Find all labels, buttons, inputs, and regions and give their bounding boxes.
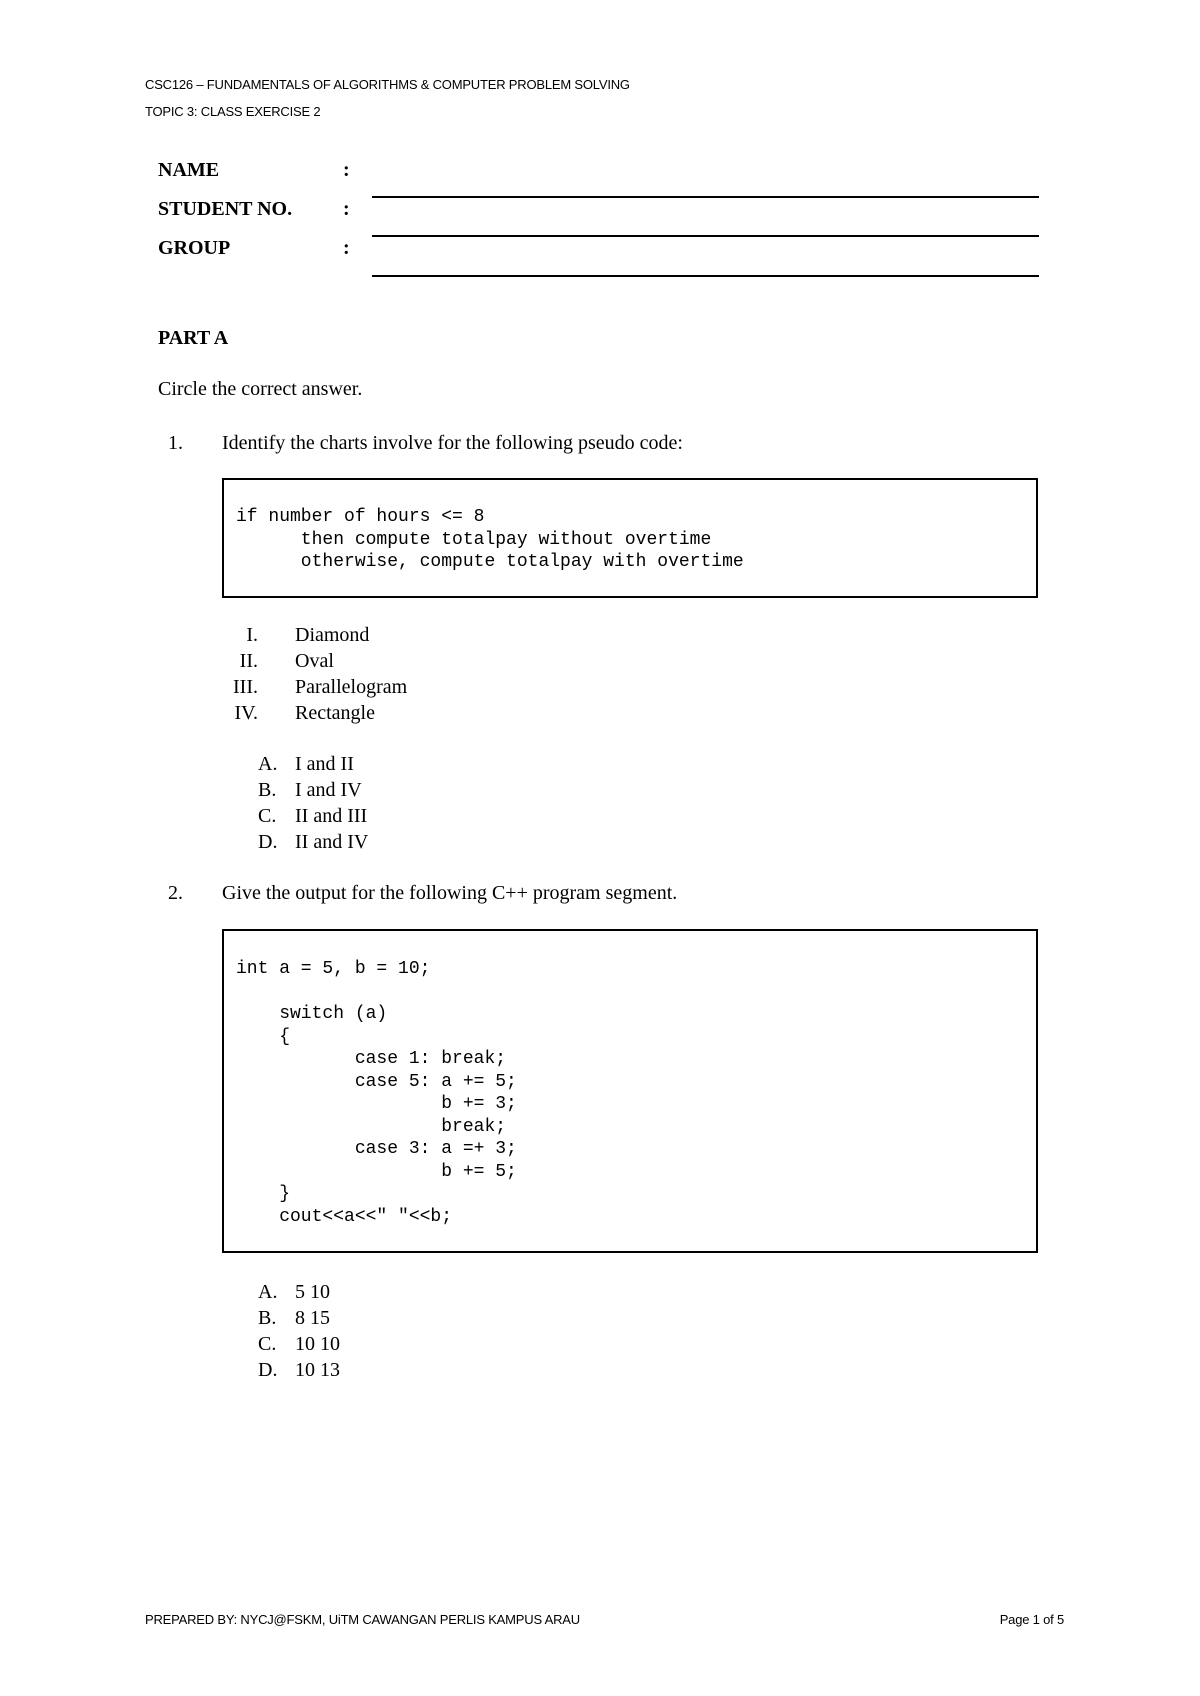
q1-option-b-text[interactable]: I and IV: [295, 779, 362, 801]
q2-option-b-text[interactable]: 8 15: [295, 1307, 330, 1329]
group-colon: :: [343, 237, 350, 259]
footer-prepared-by: PREPARED BY: NYCJ@FSKM, UiTM CAWANGAN PERLIS KAMPUS ARAU: [145, 1612, 580, 1627]
q2-number: 2.: [168, 882, 183, 904]
q2-option-a-text[interactable]: 5 10: [295, 1281, 330, 1303]
q1-option-a-text[interactable]: I and II: [295, 753, 354, 775]
topic-header: TOPIC 3: CLASS EXERCISE 2: [145, 104, 321, 119]
q2-option-c-letter[interactable]: C.: [258, 1333, 277, 1355]
q1-option-b-letter[interactable]: B.: [258, 779, 277, 801]
q1-option-d-text[interactable]: II and IV: [295, 831, 369, 853]
student-no-line[interactable]: [372, 235, 1039, 237]
q2-option-c-text[interactable]: 10 10: [295, 1333, 340, 1355]
student-no-label: STUDENT NO.: [158, 198, 293, 220]
q1-item-num: I.: [246, 624, 258, 646]
q2-code-box: [222, 929, 1038, 1253]
footer-page-number: Page 1 of 5: [999, 1612, 1064, 1627]
part-title: PART A: [158, 327, 229, 349]
q1-item-text: Diamond: [295, 624, 370, 646]
q1-code: if number of hours <= 8 then compute totalpay without overtime otherwise, compute totalpay with overtime: [236, 507, 744, 572]
q1-text: Identify the charts involve for the following pseudo code:: [222, 432, 683, 454]
q1-option-a-letter[interactable]: A.: [258, 753, 278, 775]
student-no-colon: :: [343, 198, 350, 220]
name-line[interactable]: [372, 196, 1039, 198]
q2-option-d-text[interactable]: 10 13: [295, 1359, 340, 1381]
q1-item-text: Rectangle: [295, 702, 375, 724]
q1-code-box: [222, 478, 1038, 598]
q1-item-text: Oval: [295, 650, 334, 672]
q1-item-text: Parallelogram: [295, 676, 408, 698]
q2-option-a-letter[interactable]: A.: [258, 1281, 278, 1303]
name-label: NAME: [158, 159, 220, 181]
q2-code: int a = 5, b = 10; switch (a) { case 1: break; case 5: a += 5; b += 3; break; case 3: a =+ 3; b += 5; } cout<<a<<" "<<b;: [236, 959, 517, 1227]
course-header: CSC126 – FUNDAMENTALS OF ALGORITHMS & COMPUTER PROBLEM SOLVING: [145, 77, 630, 92]
q2-option-d-letter[interactable]: D.: [258, 1359, 278, 1381]
q1-item-num: II.: [239, 650, 258, 672]
q1-option-d-letter[interactable]: D.: [258, 831, 278, 853]
instruction: Circle the correct answer.: [158, 378, 363, 400]
group-line[interactable]: [372, 275, 1039, 277]
q2-text: Give the output for the following C++ program segment.: [222, 882, 678, 904]
q2-option-b-letter[interactable]: B.: [258, 1307, 277, 1329]
q1-number: 1.: [168, 432, 183, 454]
q1-item-num: III.: [233, 676, 258, 698]
name-colon: :: [343, 159, 350, 181]
group-label: GROUP: [158, 237, 231, 259]
q1-item-num: IV.: [234, 702, 258, 724]
q1-option-c-text[interactable]: II and III: [295, 805, 368, 827]
q1-option-c-letter[interactable]: C.: [258, 805, 277, 827]
